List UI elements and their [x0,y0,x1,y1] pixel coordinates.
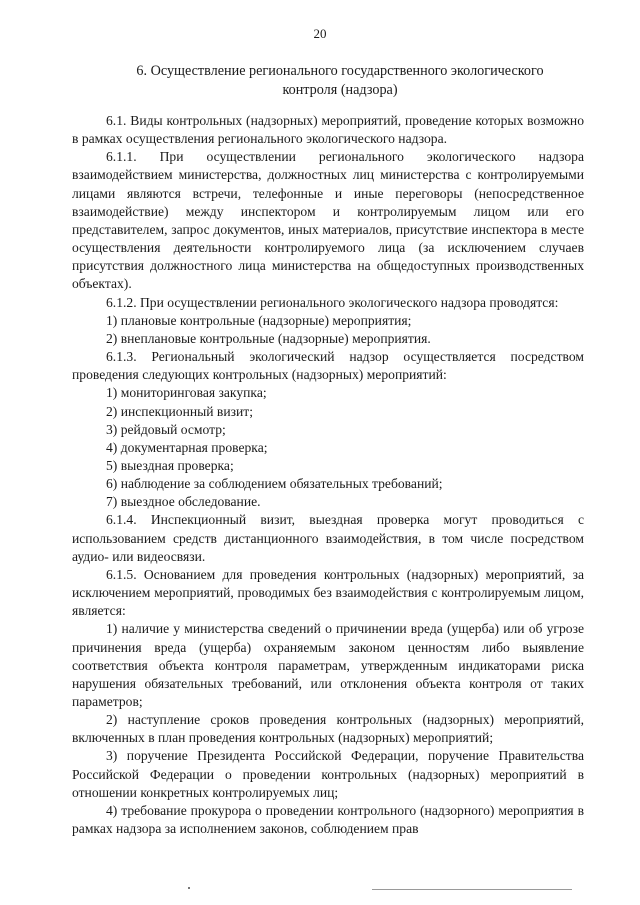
list-item: 7) выездное обследование. [106,494,261,510]
section-heading [110,62,570,100]
list-item: 5) выездная проверка; [106,457,234,473]
paragraph: 6.1.5. Основанием для проведения контрольных (надзорных) мероприятий, за исключением мероприятий, проводимых без взаимодействия с контролируемым лицом, является: [72,566,584,619]
paragraph: 6.1. Виды контрольных (надзорных) мероприятий, проведение которых возможно в рамках осуществления регионального экологического надзора. [72,113,584,147]
section-heading-line-1: 6. Осуществление регионального государственного экологического [136,63,544,79]
section-heading-line-2: контроля (надзора) [282,82,398,98]
paragraph: 6.1.2. При осуществлении регионального экологического надзора проводятся: [106,294,559,310]
list-item: 6) наблюдение за соблюдением обязательных требований; [106,476,443,492]
scan-speck [188,887,190,889]
paragraph: 1) наличие у министерства сведений о причинении вреда (ущерба) или об угрозе причинения вреда (ущерба) охраняемым законом ценностям либо выявление соответствия объекта контроля параметрам, утвержденным индикаторами риска нарушения обязательных требований, или отклонения объекта контроля от таких параметров; [72,621,584,709]
list-item: 3) рейдовый осмотр; [106,421,226,437]
footer-rule [372,889,572,890]
list-item: 2) внеплановые контрольные (надзорные) мероприятия. [106,330,431,346]
document-body [72,112,584,838]
paragraph: 3) поручение Президента Российской Федерации, поручение Правительства Российской Федерации о проведении контрольных (надзорных) мероприятий в отношении конкретных контролируемых лиц; [72,748,584,800]
page-number: 20 [313,26,327,41]
list-item: 2) инспекционный визит; [106,403,253,419]
paragraph: 2) наступление сроков проведения контрольных (надзорных) мероприятий, включенных в план проведения контрольных (надзорных) мероприятий; [72,712,584,746]
paragraph: 6.1.1. При осуществлении регионального экологического надзора взаимодействием министерства, должностных лиц министерства с контролируемыми лицами являются встречи, телефонные и иные переговоры (непосредственное взаимодействие) между инспектором и контролируемым лицом или его представителем, запрос документов, иных материалов, присутствие инспектора в месте осуществления деятельности контролируемого лица (за исключением случаев присутствия должностного лица министерства на общедоступных производственных объектах). [72,149,584,292]
list-item: 4) документарная проверка; [106,439,268,455]
list-item: 1) плановые контрольные (надзорные) мероприятия; [106,312,412,328]
list-item: 1) мониторинговая закупка; [106,385,267,401]
paragraph: 6.1.3. Региональный экологический надзор осуществляется посредством проведения следующих контрольных (надзорных) мероприятий: [72,349,584,383]
paragraph: 6.1.4. Инспекционный визит, выездная проверка могут проводиться с использованием средств дистанционного взаимодействия, в том числе посредством аудио- или видеосвязи. [72,512,584,564]
paragraph: 4) требование прокурора о проведении контрольного (надзорного) мероприятия в рамках надзора за исполнением законов, соблюдением прав [72,802,584,837]
